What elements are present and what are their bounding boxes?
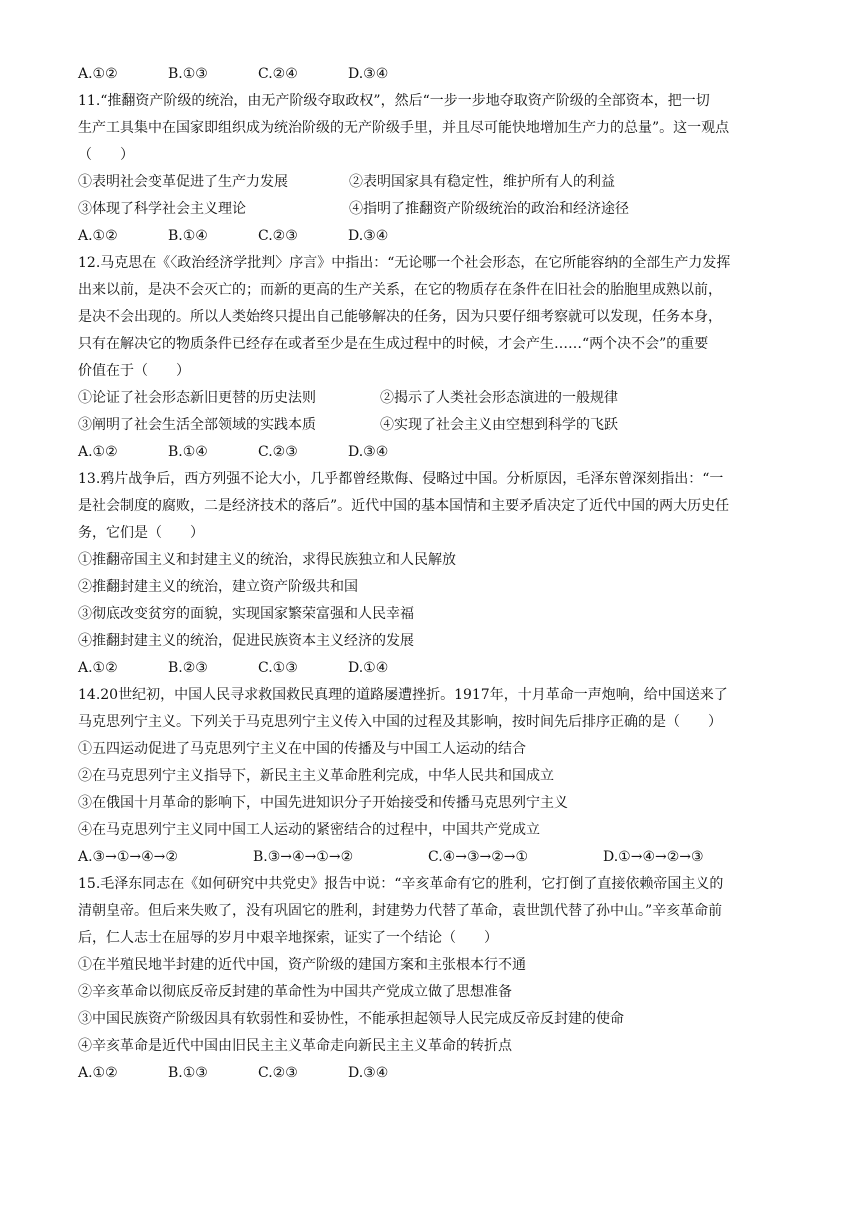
q13-choice-1: ①推翻帝国主义和封建主义的统治，求得民族独立和人民解放 <box>78 552 456 568</box>
q15-option-b: B.①③ <box>168 1065 208 1081</box>
q13-choice-2: ②推翻封建主义的统治，建立资产阶级共和国 <box>78 579 358 595</box>
q15-option-d: D.③④ <box>348 1065 389 1081</box>
q14-choice-2: ②在马克思列宁主义指导下，新民主主义革命胜利完成，中华人民共和国成立 <box>78 768 554 784</box>
q15-stem-line-2: 清朝皇帝。但后来失败了，没有巩固它的胜利，封建势力代替了革命，袁世凯代替了孙中山。”辛亥革命前 <box>78 903 723 919</box>
question-11 <box>78 88 778 250</box>
q12-options <box>78 439 778 466</box>
q10-option-c: C.②④ <box>258 66 298 82</box>
q15-choice-3: ③中国民族资产阶级因具有软弱性和妥协性，不能承担起领导人民完成反帝反封建的使命 <box>78 1011 624 1027</box>
q15-option-c: C.②③ <box>258 1065 298 1081</box>
q13-stem-line-3: 务，它们是（ ） <box>78 525 204 541</box>
q15-option-a: A.①② <box>78 1065 118 1081</box>
q13-stem-line-1: 13.鸦片战争后，西方列强不论大小，几乎都曾经欺侮、侵略过中国。分析原因，毛泽东曾深刻指出：“一 <box>78 471 724 487</box>
q14-option-d: D.①→④→②→③ <box>603 849 704 865</box>
q13-options <box>78 655 778 682</box>
q12-choice-2: ②揭示了人类社会形态演进的一般规律 <box>380 390 618 406</box>
q12-stem-line-5: 价值在于（ ） <box>78 363 190 379</box>
q12-choices-row-1 <box>78 385 778 412</box>
q14-options <box>78 844 778 871</box>
q14-option-c: C.④→③→②→① <box>428 849 529 865</box>
q11-stem-line-1: 11.“推翻资产阶级的统治，由无产阶级夺取政权”，然后“一步一步地夺取资产阶级的全部资本，把一切 <box>78 93 710 109</box>
q11-option-c: C.②③ <box>258 228 298 244</box>
q15-options <box>78 1060 778 1087</box>
q12-stem-line-1: 12.马克思在《〈政治经济学批判〉序言》中指出：“无论哪一个社会形态，在它所能容纳的全部生产力发挥 <box>78 255 731 271</box>
q11-option-d: D.③④ <box>348 228 389 244</box>
q15-choice-4: ④辛亥革命是近代中国由旧民主主义革命走向新民主主义革命的转折点 <box>78 1038 512 1054</box>
q13-option-d: D.①④ <box>348 660 389 676</box>
q14-choice-1: ①五四运动促进了马克思列宁主义在中国的传播及与中国工人运动的结合 <box>78 741 526 757</box>
q14-stem-line-1: 14.20世纪初，中国人民寻求救国救民真理的道路屡遭挫折。1917年，十月革命一声炮响，给中国送来了 <box>78 687 728 703</box>
q15-stem-line-1: 15.毛泽东同志在《如何研究中共党史》报告中说：“辛亥革命有它的胜利，它打倒了直接依赖帝国主义的 <box>78 876 724 892</box>
q12-option-c: C.②③ <box>258 444 298 460</box>
q11-option-a: A.①② <box>78 228 118 244</box>
q12-option-b: B.①④ <box>168 444 208 460</box>
q15-choice-2: ②辛亥革命以彻底反帝反封建的革命性为中国共产党成立做了思想准备 <box>78 984 512 1000</box>
q13-choice-4: ④推翻封建主义的统治，促进民族资本主义经济的发展 <box>78 633 414 649</box>
question-15 <box>78 871 778 1087</box>
q11-choice-3: ③体现了科学社会主义理论 <box>78 201 246 217</box>
q11-choice-1: ①表明社会变革促进了生产力发展 <box>78 174 288 190</box>
q10-option-b: B.①③ <box>168 66 208 82</box>
q14-choice-4: ④在马克思列宁主义同中国工人运动的紧密结合的过程中，中国共产党成立 <box>78 822 540 838</box>
q12-stem-line-4: 只有在解决它的物质条件已经存在或者至少是在生成过程中的时候，才会产生……“两个决不会”的重要 <box>78 336 709 352</box>
q13-option-a: A.①② <box>78 660 118 676</box>
q12-option-d: D.③④ <box>348 444 389 460</box>
q11-choices-row-1 <box>78 169 778 196</box>
q14-option-a: A.③→①→④→② <box>78 849 178 865</box>
q15-stem-line-3: 后，仁人志士在屈辱的岁月中艰辛地探索，证实了一个结论（ ） <box>78 930 498 946</box>
q12-choice-4: ④实现了社会主义由空想到科学的飞跃 <box>380 417 618 433</box>
q11-choice-2: ②表明国家具有稳定性，维护所有人的利益 <box>349 174 615 190</box>
q13-option-c: C.①③ <box>258 660 298 676</box>
q13-option-b: B.②③ <box>168 660 208 676</box>
q13-choice-3: ③彻底改变贫穷的面貌，实现国家繁荣富强和人民幸福 <box>78 606 414 622</box>
q12-option-a: A.①② <box>78 444 118 460</box>
q14-stem-line-2: 马克思列宁主义。下列关于马克思列宁主义传入中国的过程及其影响，按时间先后排序正确的是（ ） <box>78 714 722 730</box>
q11-option-b: B.①④ <box>168 228 208 244</box>
question-12 <box>78 250 778 466</box>
q14-choice-3: ③在俄国十月革命的影响下，中国先进知识分子开始接受和传播马克思列宁主义 <box>78 795 568 811</box>
q11-stem-line-2: 生产工具集中在国家即组织成为统治阶级的无产阶级手里，并且尽可能快地增加生产力的总量”。这一观点 <box>78 120 730 136</box>
q10-options <box>78 61 778 88</box>
q10-option-a: A.①② <box>78 66 118 82</box>
q12-choices-row-2 <box>78 412 778 439</box>
q12-stem-line-2: 出来以前，是决不会灭亡的；而新的更高的生产关系，在它的物质存在条件在旧社会的胎胞里成熟以前， <box>78 282 722 298</box>
q11-choice-4: ④指明了推翻资产阶级统治的政治和经济途径 <box>349 201 629 217</box>
q11-options <box>78 223 778 250</box>
q12-choice-1: ①论证了社会形态新旧更替的历史法则 <box>78 390 316 406</box>
q11-stem-line-3: （ ） <box>78 147 134 163</box>
q10-option-d: D.③④ <box>348 66 389 82</box>
q15-choice-1: ①在半殖民地半封建的近代中国，资产阶级的建国方案和主张根本行不通 <box>78 957 526 973</box>
question-14 <box>78 682 778 871</box>
q13-stem-line-2: 是社会制度的腐败，二是经济技术的落后”。近代中国的基本国情和主要矛盾决定了近代中国的两大历史任 <box>78 498 730 514</box>
q12-choice-3: ③阐明了社会生活全部领域的实践本质 <box>78 417 316 433</box>
q12-stem-line-3: 是决不会出现的。所以人类始终只提出自己能够解决的任务，因为只要仔细考察就可以发现，任务本身， <box>78 309 722 325</box>
q11-choices-row-2 <box>78 196 778 223</box>
question-13 <box>78 466 778 682</box>
q14-option-b: B.③→④→①→② <box>253 849 354 865</box>
exam-page <box>78 61 778 1087</box>
